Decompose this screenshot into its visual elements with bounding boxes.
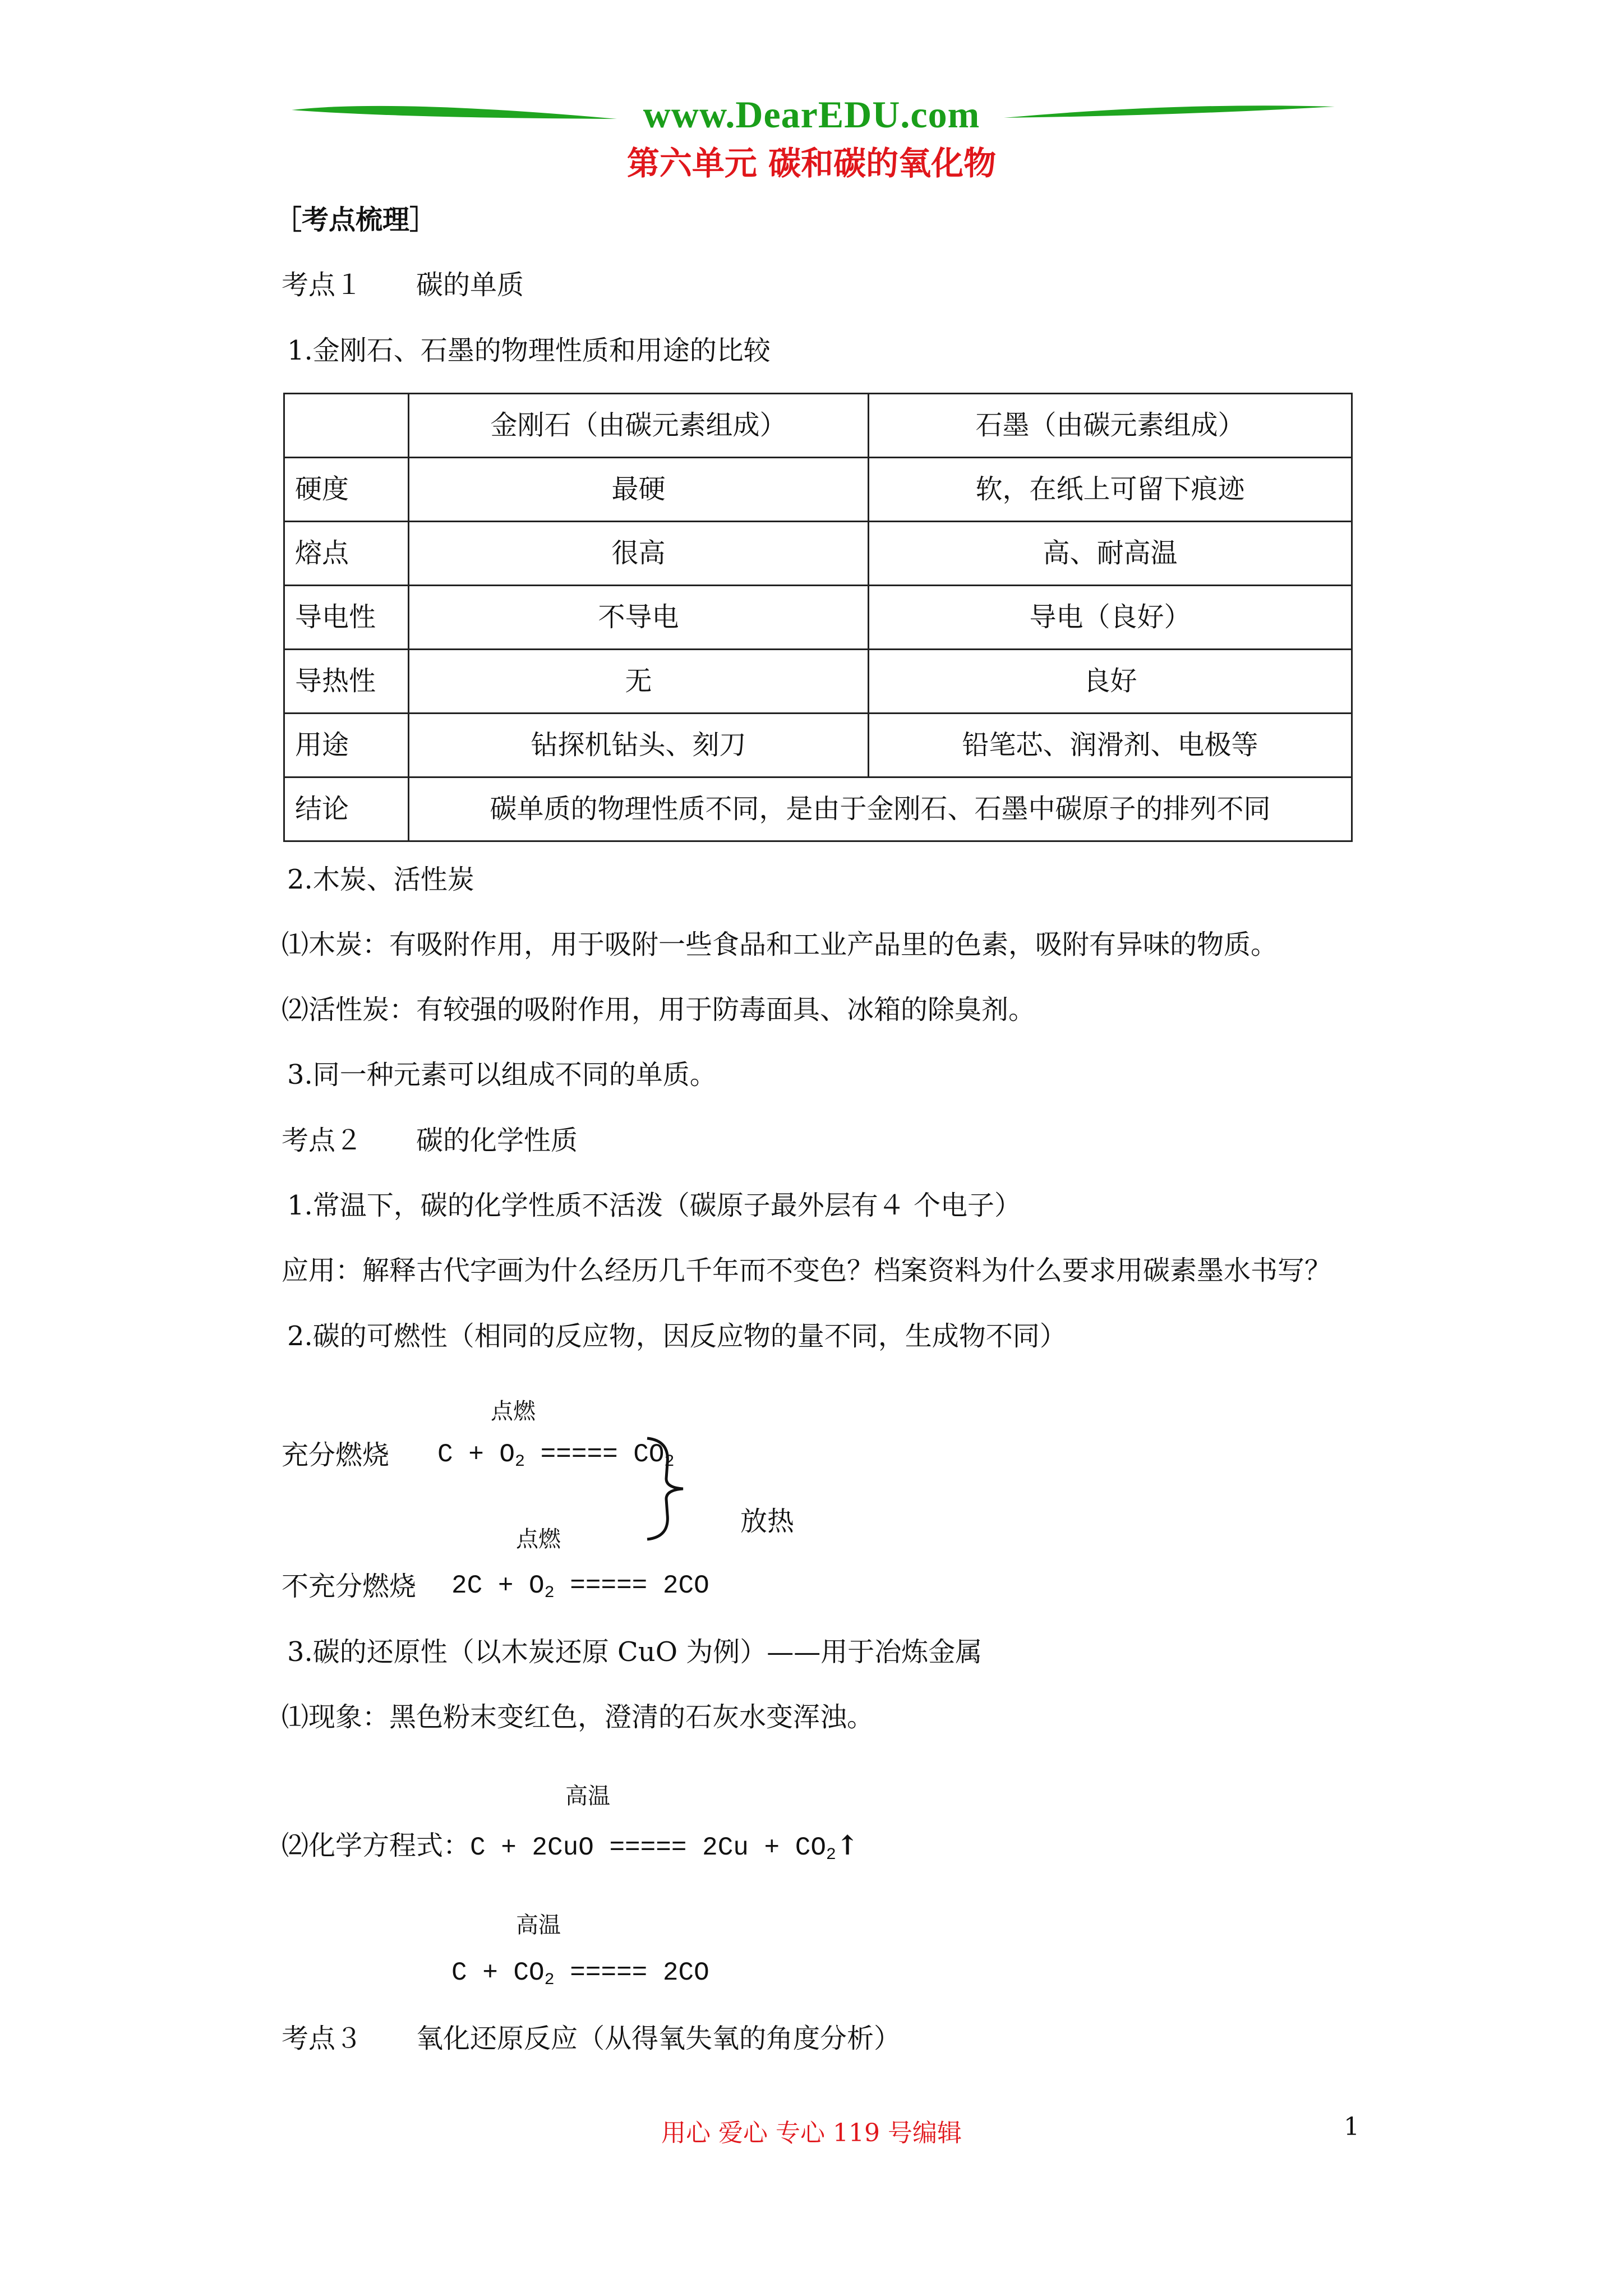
table-cell: 导电性 (284, 586, 409, 650)
subscript: 2 (544, 1971, 555, 1990)
subscript: 2 (544, 1584, 555, 1603)
kaodian-1-item-3: 3.同一种元素可以组成不同的单质。 (287, 1059, 717, 1091)
page-number: 1 (1344, 2113, 1359, 2141)
equation-part: C + CO (451, 1958, 545, 1987)
section-heading: ［考点梳理］ (275, 204, 437, 236)
footer-editor-note: 用心 爱心 专心 119 号编辑 (661, 2119, 962, 2147)
table-cell: 铅笔芯、润滑剂、电极等 (869, 714, 1352, 777)
equation-part: ===== 2CO (554, 1571, 709, 1600)
reaction-condition: 高温 (516, 1912, 561, 1938)
kaodian-1-item-2-1: ⑴木炭：有吸附作用，用于吸附一些食品和工业产品里的色素，吸附有异味的物质。 (282, 929, 1278, 960)
kaodian-2-item-3: 3.碳的还原性（以木炭还原 CuO 为例）——用于冶炼金属 (287, 1636, 983, 1668)
table-row (284, 458, 1352, 522)
subscript: 2 (826, 1846, 836, 1865)
table-conclusion-row (284, 777, 1352, 841)
table-header-cell: 金刚石（由碳元素组成） (409, 394, 869, 458)
reaction-condition: 点燃 (516, 1526, 561, 1552)
equation-part: ===== 2CO (554, 1958, 709, 1987)
kaodian-1-item-2-2: ⑵活性炭：有较强的吸附作用，用于防毒面具、冰箱的除臭剂。 (282, 994, 1036, 1025)
up-arrow-icon: ↑ (836, 1830, 859, 1861)
kaodian-1-title: 考点１ 碳的单质 (282, 269, 524, 301)
kaodian-2-application: 应用：解释古代字画为什么经历几千年而不变色？档案资料为什么要求用碳素墨水书写？ (282, 1255, 1332, 1286)
table-header-cell: 石墨（由碳元素组成） (869, 394, 1352, 458)
reaction-condition: 高温 (565, 1783, 610, 1809)
subscript: 2 (515, 1452, 525, 1471)
equation-label: ⑵化学方程式： (282, 1830, 471, 1861)
table-header-cell (284, 394, 409, 458)
equation-part: 2C + O (451, 1571, 545, 1600)
table-cell: 结论 (284, 777, 409, 841)
right-brace-icon (644, 1436, 689, 1542)
table-row (284, 586, 1352, 650)
table-cell: 钻探机钻头、刻刀 (409, 714, 869, 777)
equation-co-formation (451, 1958, 709, 1990)
subscript: 2 (664, 1452, 675, 1471)
document-title: 第六单元 碳和碳的氧化物 (626, 144, 997, 182)
table-cell: 不导电 (409, 586, 869, 650)
table-row (284, 650, 1352, 714)
equation-row-reduction (282, 1830, 859, 1865)
combustion-label-full: 充分燃烧 (282, 1439, 390, 1471)
reaction-condition: 点燃 (491, 1398, 536, 1424)
kaodian-1-item-2: 2.木炭、活性炭 (287, 864, 474, 895)
table-header-row (284, 394, 1352, 458)
comparison-table (283, 393, 1353, 842)
equation-part: C + 2CuO ===== 2Cu + CO (470, 1833, 826, 1862)
equation-part: ===== CO (525, 1440, 665, 1469)
table-cell: 导电（良好） (869, 586, 1352, 650)
combustion-label-partial: 不充分燃烧 (282, 1571, 417, 1602)
kaodian-3-title: 考点３ 氧化还原反应（从得氧失氧的角度分析） (282, 2023, 901, 2054)
kaodian-2-item-2: 2.碳的可燃性（相同的反应物，因反应物的量不同，生成物不同） (287, 1320, 1067, 1352)
kaodian-2-item-3-1: ⑴现象：黑色粉末变红色，澄清的石灰水变浑浊。 (282, 1701, 874, 1733)
equation-incomplete-combustion (451, 1571, 709, 1603)
table-row (284, 714, 1352, 777)
table-cell: 很高 (409, 522, 869, 586)
header-logo: www.DearEDU.com (643, 93, 980, 136)
table-cell: 用途 (284, 714, 409, 777)
table-conclusion-cell: 碳单质的物理性质不同，是由于金刚石、石墨中碳原子的排列不同 (409, 777, 1352, 841)
equation-part: C + O (437, 1440, 515, 1469)
table-cell: 高、耐高温 (869, 522, 1352, 586)
table-cell: 无 (409, 650, 869, 714)
table-cell: 良好 (869, 650, 1352, 714)
kaodian-1-item-1: 1.金刚石、石墨的物理性质和用途的比较 (287, 335, 771, 366)
heat-release-note: 放热 (740, 1506, 795, 1537)
table-cell: 硬度 (284, 458, 409, 522)
table-cell: 熔点 (284, 522, 409, 586)
table-cell: 最硬 (409, 458, 869, 522)
table-cell: 软，在纸上可留下痕迹 (869, 458, 1352, 522)
table-row (284, 522, 1352, 586)
equation-complete-combustion (437, 1439, 675, 1472)
kaodian-2-item-1: 1.常温下，碳的化学性质不活泼（碳原子最外层有４ 个电子） (287, 1190, 1022, 1221)
kaodian-2-title: 考点２ 碳的化学性质 (282, 1125, 578, 1156)
table-cell: 导热性 (284, 650, 409, 714)
